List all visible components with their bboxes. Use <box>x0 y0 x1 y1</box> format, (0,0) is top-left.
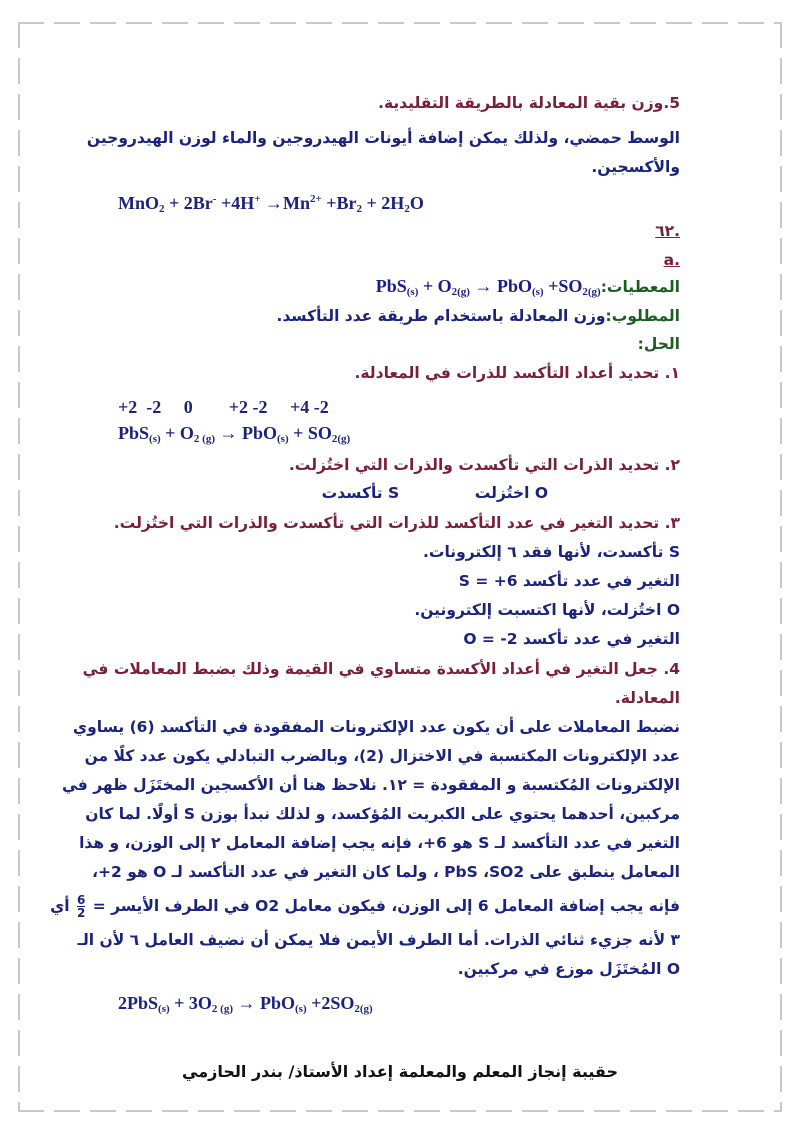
step4-line1: 4. جعل التغير في أعداد الأكسدة متساوي في القيمة وذلك بضبط المعاملات في <box>82 660 680 678</box>
s-change: التغير في عدد تأكسد S = +6 <box>458 572 680 590</box>
step2: ٢. تحديد الذرات التي تأكسدت والذرات التي اختُزلت. <box>288 456 680 474</box>
equation-mno2: $MnO_2 + 2Br^- +4H^+ \to Mn^{2+} +Br_2 + 2H_2O$ <box>118 193 424 215</box>
problem-number: .٦٢ <box>655 222 680 240</box>
medium-note-line1: الوسط حمضي، ولذلك يمكن إضافة أيونات الهيدروجين والماء لوزن الهيدروجين <box>86 129 680 147</box>
equation-pbs-1: $PbS_{(s)} + O_{2 (g)} \to PbO_{(s)} + SO_{2(g)}$ <box>118 423 351 445</box>
page-footer: حقيبة إنجاز المعلم والمعلمة إعداد الأستاذ/ بندر الحازمي <box>182 1062 618 1081</box>
explanation-line: الإلكترونات المُكتسبة و المفقودة = ١٢. نلاحظ هنا أن الأكسجين المختَزَل ظهر في <box>61 776 680 794</box>
step3: ٣. تحديد التغير في عدد التأكسد للذرات التي تأكسدت والذرات التي اختُزلت. <box>113 514 680 532</box>
o-reduced-note: O اختُزلت، لأنها اكتسبت إلكترونين. <box>414 601 680 619</box>
explanation-line: O المُختَزَل موزع في مركبين. <box>457 960 680 978</box>
equation-pbs-balanced: $2PbS_{(s)} + 3O_{2 (g)} \to PbO_{(s)} +2SO_{2(g)}$ <box>118 993 373 1015</box>
step5-heading: 5.وزن بقية المعادلة بالطريقة التقليدية. <box>378 94 680 112</box>
explanation-line: ٣ لأنه جزيء ثنائي الذرات. أما الطرف الأيمن فلا يمكن أن نضيف العامل ٦ لأن الـ <box>77 931 680 949</box>
step4-line2: المعادلة. <box>614 689 680 707</box>
step1: ١. تحديد أعداد التأكسد للذرات في المعادلة. <box>354 364 680 382</box>
part-a-label: .a <box>663 251 680 269</box>
step2-result: O اختُزلت S تأكسدت <box>321 484 548 502</box>
oxidation-numbers: +2 -2 0 +2 -2 +4 -2 <box>118 397 329 417</box>
explanation-line: مركبين، أحدهما يحتوي على الكبريت المُؤكسد، و لذلك نبدأ بوزن S أولًا. لما كان <box>85 805 680 823</box>
given-line: المعطيات:PbS$_{(s)}$ + $O_{2(g)} \to PbO_{(s)} +SO_{2(g)}$ <box>375 276 680 298</box>
medium-note-line2: والأكسجين. <box>591 158 680 176</box>
explanation-line: نضبط المعاملات على أن يكون عدد الإلكترونات المفقودة في التأكسد (6) يساوي <box>72 718 680 736</box>
given-equation: $PbS_{(s)} + O_{2(g)} \to PbO_{(s)} +SO_{2(g)}$ <box>375 276 601 298</box>
explanation-line: المعامل ينطبق على PbS ،SO2 ، ولما كان التغير في عدد التأكسد لـ O هو 2+، <box>92 863 680 881</box>
fraction-six-over-two: $\frac{6}{2}$ <box>77 893 86 920</box>
explanation-line-fraction: فإنه يجب إضافة المعامل 6 إلى الوزن، فيكون معامل O2 في الطرف الأيسر = $\frac{6}{2}$ أي <box>50 893 680 920</box>
required-line: المطلوب:وزن المعادلة باستخدام طريقة عدد التأكسد. <box>276 307 680 325</box>
explanation-line: عدد الإلكترونات المكتسبة في الاختزال (2)، وبالضرب التبادلي يكون عدد كلًا من <box>84 747 680 765</box>
explanation-line: التغير في عدد التأكسد لـ S هو 6+، فإنه يجب إضافة المعامل ٢ إلى الوزن، و هذا <box>79 834 680 852</box>
solution-label: الحل: <box>637 335 680 353</box>
o-change: التغير في عدد تأكسد O = -2 <box>463 630 680 648</box>
s-oxidized-note: S تأكسدت، لأنها فقد ٦ إلكترونات. <box>422 543 680 561</box>
